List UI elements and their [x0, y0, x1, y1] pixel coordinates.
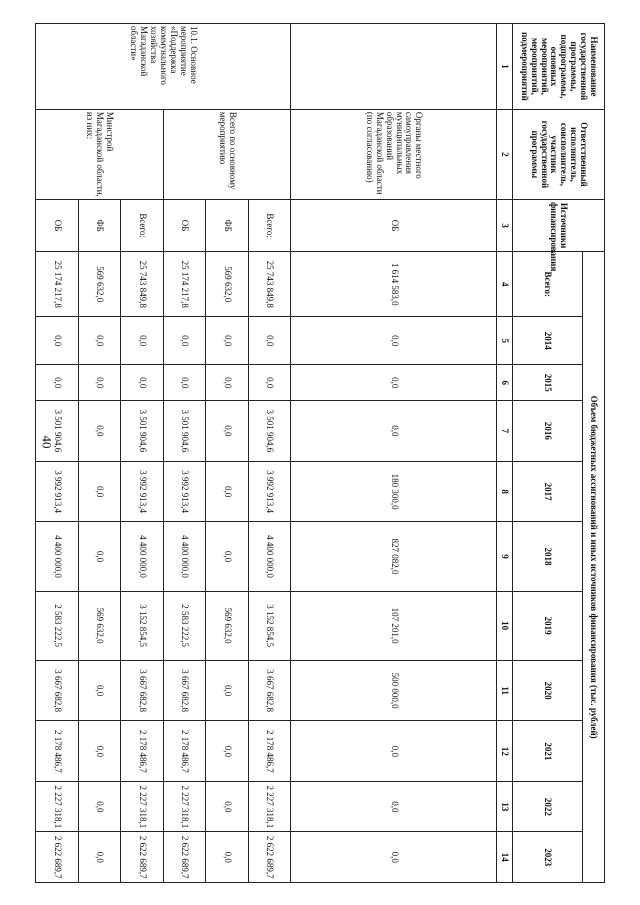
row-total: 25 743 849,8 — [121, 251, 164, 316]
row-value: 3 501 904,6 — [121, 400, 164, 461]
row-value: 2 227 318,1 — [36, 781, 79, 831]
row-value: 3 667 682,8 — [121, 660, 164, 721]
page-number: 40 — [39, 435, 55, 449]
row-value: 0,0 — [163, 364, 206, 400]
header-year: 2022 — [513, 781, 583, 831]
row-value: 3 501 904,6 — [163, 400, 206, 461]
row-total: 25 174 217,8 — [36, 251, 79, 316]
row-value: 569 632,0 — [78, 591, 121, 660]
row-value: 0,0 — [78, 461, 121, 522]
column-number: 11 — [497, 660, 513, 721]
row-value: 0,0 — [206, 364, 249, 400]
row-value: 0,0 — [78, 781, 121, 831]
row-value: 0,0 — [36, 316, 79, 364]
row-value: 0,0 — [291, 831, 497, 882]
row-source: ФБ — [206, 199, 249, 251]
row-value: 0,0 — [78, 521, 121, 590]
column-number: 7 — [497, 400, 513, 461]
table-row — [248, 23, 291, 882]
row-value: 4 400 000,0 — [36, 521, 79, 590]
header-year: 2015 — [513, 364, 583, 400]
row-value: 2 178 486,7 — [36, 720, 79, 781]
row-value: 2 227 318,1 — [248, 781, 291, 831]
column-number: 10 — [497, 591, 513, 660]
header-year: 2021 — [513, 720, 583, 781]
row-value: 0,0 — [206, 400, 249, 461]
row-value: 827 082,0 — [291, 521, 497, 590]
row-value: 3 992 913,4 — [248, 461, 291, 522]
column-number: 8 — [497, 461, 513, 522]
header-year: 2017 — [513, 461, 583, 522]
row-value: 2 227 318,1 — [163, 781, 206, 831]
row-value: 3 667 682,8 — [163, 660, 206, 721]
header-year: 2016 — [513, 400, 583, 461]
row-value: 0,0 — [206, 316, 249, 364]
row-total: 25 174 217,8 — [163, 251, 206, 316]
header-responsible: Ответственный исполнитель, соисполнитель, участник государственной программы — [513, 109, 605, 199]
header-group: Объем бюджетных ассигнований и иных источников финансирования (тыс. рублей) — [583, 251, 605, 882]
header-name: Наименование государственной программы, подпрограммы, основных мероприятий, мероприятий, подмероприятий — [513, 23, 605, 109]
row-value: 0,0 — [78, 660, 121, 721]
row-value: 0,0 — [78, 720, 121, 781]
column-number: 6 — [497, 364, 513, 400]
row-value: 0,0 — [248, 364, 291, 400]
row-value: 0,0 — [248, 316, 291, 364]
row-value: 2 178 486,7 — [163, 720, 206, 781]
row-responsible: Органы местного самоуправления муниципальных образований Магаданской области (по согласованию) — [291, 109, 497, 199]
row-value: 500 000,0 — [291, 660, 497, 721]
column-number: 3 — [497, 199, 513, 251]
row-value: 4 400 000,0 — [163, 521, 206, 590]
row-source: Всего: — [121, 199, 164, 251]
row-value: 0,0 — [78, 364, 121, 400]
row-value: 2 622 689,7 — [163, 831, 206, 882]
row-value: 0,0 — [291, 400, 497, 461]
row-total: 569 632,0 — [206, 251, 249, 316]
row-name — [291, 23, 497, 109]
row-value: 0,0 — [291, 720, 497, 781]
header-source: Источники финансирования — [513, 199, 605, 251]
row-value: 3 992 913,4 — [121, 461, 164, 522]
row-value: 0,0 — [291, 316, 497, 364]
row-responsible: Минстрой Магаданской области, из них: — [36, 109, 164, 199]
row-value: 2 622 689,7 — [121, 831, 164, 882]
row-value: 3 152 854,5 — [121, 591, 164, 660]
table-row — [121, 23, 164, 882]
row-value: 180 300,0 — [291, 461, 497, 522]
row-value: 0,0 — [291, 364, 497, 400]
row-value: 3 992 913,4 — [163, 461, 206, 522]
column-number: 9 — [497, 521, 513, 590]
row-name: 10.1. Основное мероприятие «Поддержка коммунального хозяйства Магаданской области» — [36, 23, 291, 109]
row-value: 4 400 000,0 — [121, 521, 164, 590]
rotated-page — [35, 23, 605, 883]
row-total: 569 632,0 — [78, 251, 121, 316]
header-year: 2014 — [513, 316, 583, 364]
row-value: 2 622 689,7 — [36, 831, 79, 882]
header-year: 2020 — [513, 660, 583, 721]
financing-table — [35, 23, 605, 883]
column-number: 13 — [497, 781, 513, 831]
row-value: 2 178 486,7 — [121, 720, 164, 781]
row-value: 0,0 — [121, 316, 164, 364]
row-value: 2 622 689,7 — [248, 831, 291, 882]
column-number: 1 — [497, 23, 513, 109]
table-row — [291, 23, 497, 882]
row-value: 3 501 904,6 — [248, 400, 291, 461]
column-number: 2 — [497, 109, 513, 199]
row-source: ФБ — [78, 199, 121, 251]
row-source: ОБ — [36, 199, 79, 251]
row-responsible: Всего по основному мероприятию — [163, 109, 291, 199]
row-value: 3 667 682,8 — [36, 660, 79, 721]
row-value: 2 227 318,1 — [121, 781, 164, 831]
column-number: 12 — [497, 720, 513, 781]
row-source: ОБ — [291, 199, 497, 251]
row-value: 2 178 486,7 — [248, 720, 291, 781]
header-total: Всего: — [513, 251, 583, 316]
column-number: 14 — [497, 831, 513, 882]
row-value: 0,0 — [78, 831, 121, 882]
row-value: 107 201,0 — [291, 591, 497, 660]
row-value: 0,0 — [206, 720, 249, 781]
row-value: 0,0 — [206, 521, 249, 590]
header-year: 2023 — [513, 831, 583, 882]
row-total: 25 743 849,8 — [248, 251, 291, 316]
row-source: ОБ — [163, 199, 206, 251]
row-source: Всего: — [248, 199, 291, 251]
row-value: 4 400 000,0 — [248, 521, 291, 590]
row-value: 0,0 — [291, 781, 497, 831]
row-value: 2 583 222,5 — [36, 591, 79, 660]
header-year: 2018 — [513, 521, 583, 590]
row-value: 0,0 — [163, 316, 206, 364]
row-value: 0,0 — [78, 400, 121, 461]
row-value: 0,0 — [121, 364, 164, 400]
row-value: 0,0 — [206, 660, 249, 721]
row-value: 3 992 913,4 — [36, 461, 79, 522]
row-value: 3 667 682,8 — [248, 660, 291, 721]
row-value: 0,0 — [36, 364, 79, 400]
row-value: 0,0 — [206, 781, 249, 831]
row-value: 0,0 — [206, 831, 249, 882]
column-number: 4 — [497, 251, 513, 316]
row-value: 3 152 854,5 — [248, 591, 291, 660]
header-year: 2019 — [513, 591, 583, 660]
row-value: 0,0 — [206, 461, 249, 522]
row-total: 1 614 583,0 — [291, 251, 497, 316]
row-value: 2 583 222,5 — [163, 591, 206, 660]
row-value: 569 632,0 — [206, 591, 249, 660]
row-value: 0,0 — [78, 316, 121, 364]
row-value: 3 501 904,6 — [36, 400, 79, 461]
column-number: 5 — [497, 316, 513, 364]
